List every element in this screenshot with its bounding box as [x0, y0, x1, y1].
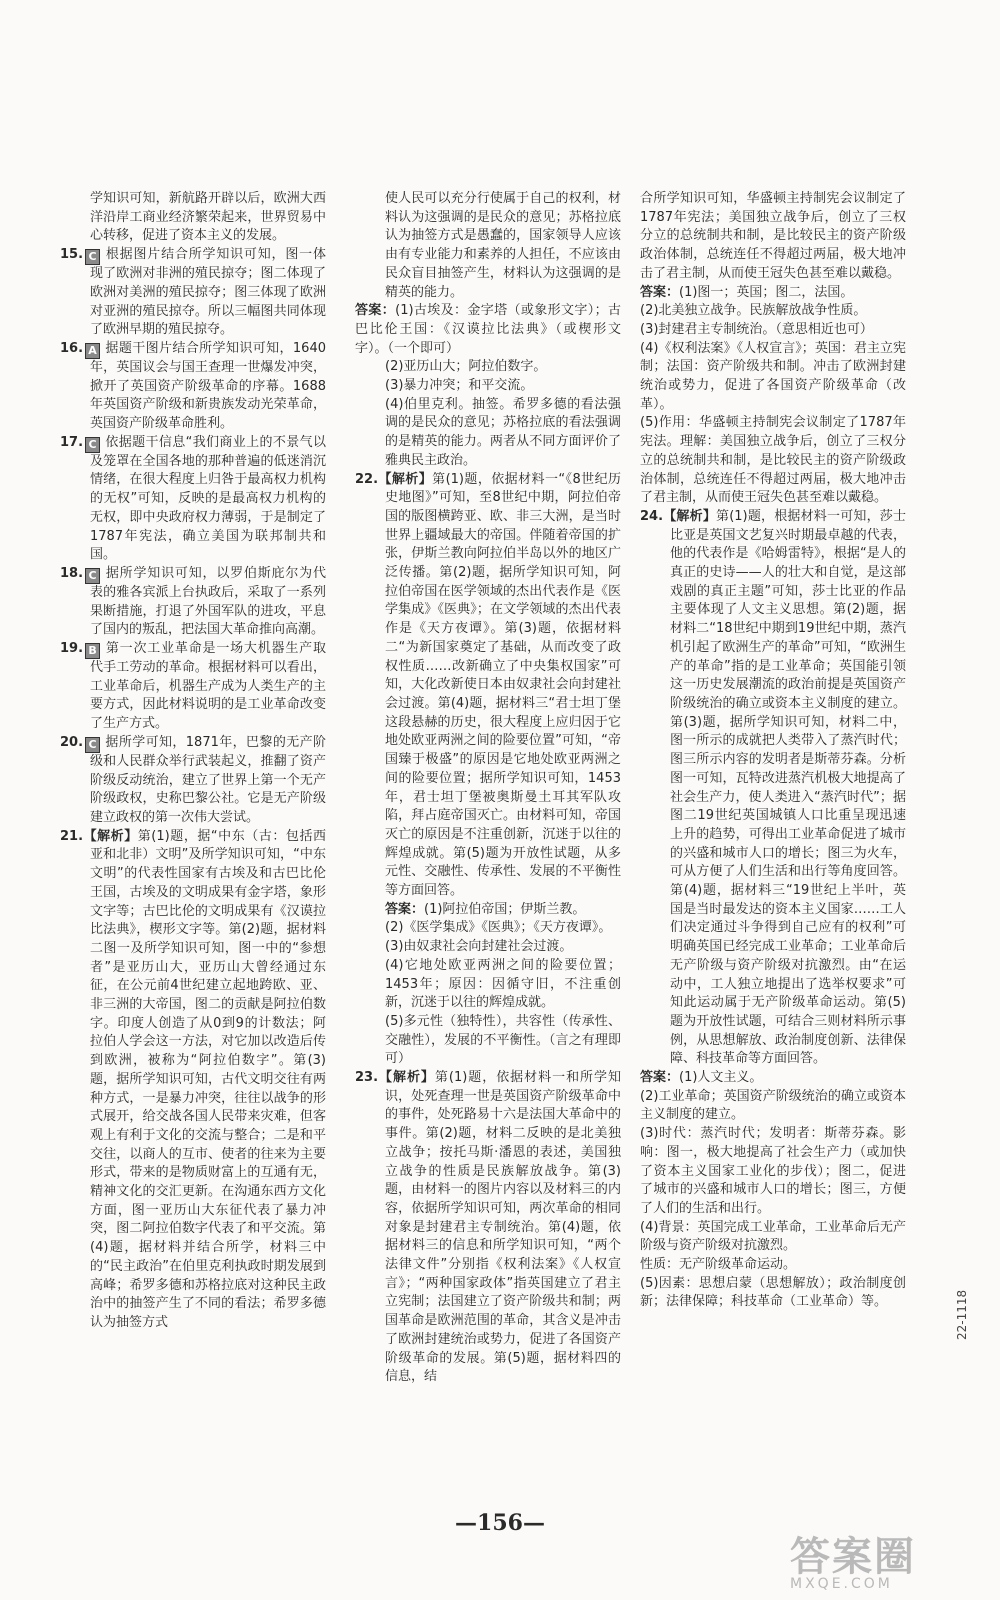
- right-column: [640, 190, 906, 1410]
- side-code: 22-1118: [955, 1289, 969, 1340]
- answer-22-label: 答案：(1)阿拉伯帝国；伊斯兰教。: [385, 901, 586, 917]
- answer-24-line: (4)背景：英国完成工业革命，工业革命后无产阶级与资产阶级对抗激烈。: [640, 1219, 906, 1254]
- answer-24-line: (3)时代：蒸汽时代；发明者：斯蒂芬森。影响：图一，极大地提高了社会生产力（或加快了资本主义国家工业化的步伐）；图二，促进了城市的兴盛和城市人口的增长；图三，方便了人们的生活和出行。: [640, 1126, 906, 1216]
- choice-box: C: [85, 568, 100, 584]
- answer-22-line: (2)《医学集成》《医典》；《天方夜谭》。: [385, 920, 612, 936]
- col1-intro: 学知识可知，新航路开辟以后，欧洲大西洋沿岸工商业经济繁荣起来，世界贸易中心转移，促进了资本主义的发展。: [90, 191, 326, 244]
- answer-23-line: (3)封建君主专制统治。（意思相近也可）: [640, 321, 873, 337]
- answer-21-line: (2)亚历山大；阿拉伯数字。: [385, 359, 547, 375]
- choice-box: A: [85, 343, 100, 359]
- answer-24-label: 答案：(1)人文主义。: [640, 1070, 763, 1086]
- answer-24-line: 性质：无产阶级革命运动。: [640, 1257, 797, 1273]
- choice-box: C: [85, 249, 100, 265]
- answer-21-label: 答案：(1)古埃及：金字塔（或象形文字）；古巴比伦王国：《汉谟拉比法典》（或楔形文字）。（一个即可）: [355, 303, 621, 356]
- choice-box: C: [85, 437, 100, 453]
- question-24-analysis: 24.【解析】第(1)题，根据材料一可知，莎士比亚是英国文艺复兴时期最卓越的代表，他的代表作是《哈姆雷特》，根据“是人的真正的史诗——人的壮大和自觉，是这部戏剧的真正主题”可知，莎士比亚的作品主要体现了人文主义思想。第(2)题，据材料二“18世纪中期到19世纪中期，蒸汽机引起了欧洲生产的革命”可知，“欧洲生产的革命”指的是工业革命；英国能引领这一历史发展潮流的政治前提是英国资产阶级统治的确立或资本主义制度的建立。第(3)题，据所学知识可知，材料二中，图一所示的成就把人类带入了蒸汽时代；图三所示内容的发明者是斯蒂芬森。分析图一可知，瓦特改进蒸汽机极大地提高了社会生产力，使人类进入“蒸汽时代”；据图二19世纪英国城镇人口比重呈现迅速上升的趋势，可得出工业革命促进了城市的兴盛和城市人口的增长；图三为火车，可从方便了人们生活和出行等角度回答。第(4)题，据材料三“19世纪上半叶，英国是当时最发达的资本主义国家……工人们决定通过斗争得到自己应有的权利”可明确英国已经完成工业革命；工业革命后无产阶级与资产阶级对抗激烈。由“在运动中，工人独立地提出了选举权要求”可知此运动属于无产阶级革命运动。第(5)题为开放性试题，可结合三则材料所示事例，从思想解放、政治制度创新、法律保障、科技革命等方面回答。: [640, 508, 906, 1067]
- col3-intro: 合所学知识可知，华盛顿主持制宪会议制定了1787年宪法；美国独立战争后，创立了三权分立的总统制共和制，是比较民主的资产阶级政治体制，总统连任不得超过两届，极大地冲击了君主制，从而使王冠失色甚至难以戴稳。: [640, 191, 906, 281]
- answer-item-19: 19. B 第一次工业革命是一场大机器生产取代手工劳动的革命。根据材料可以看出，工业革命后，机器生产成为人类生产的主要方式，因此材料说明的是工业革命改变了生产方式。: [60, 641, 326, 732]
- answer-21-line: (4)伯里克利。抽签。希罗多德的看法强调的是民众的意见；苏格拉底的看法强调的是精英的能力。两者从不同方面评价了雅典民主政治。: [385, 396, 621, 468]
- choice-box: C: [85, 737, 100, 753]
- answer-24-line: (2)工业革命；英国资产阶级统治的确立或资本主义制度的建立。: [640, 1088, 906, 1123]
- choice-box: B: [85, 643, 100, 659]
- answer-23-line: (4)《权利法案》《人权宣言》；英国：君主立宪制；法国：资产阶级共和制。冲击了欧洲封建统治或势力，促进了各国资产阶级革命（改革）。: [640, 340, 906, 412]
- answer-list-15-20: [60, 246, 326, 828]
- answer-item-17: 17. C 依据题干信息“我们商业上的不景气以及笼罩在全国各地的那种普遍的低迷消沉情绪，在很大程度上归咎于最高权力机构的无权”可知，反映的是最高权力机构的无权，即中央政府权力薄弱，于是制定了1787年宪法，确立美国为联邦制共和国。: [60, 434, 326, 563]
- answer-item-15: 15. C 根据图片结合所学知识可知，图一体现了欧洲对非洲的殖民掠夺；图二体现了欧洲对美洲的殖民掠夺；图三体现了欧洲对亚洲的殖民掠夺。所以三幅图共同体现了欧洲早期的殖民掠夺。: [60, 247, 326, 338]
- answer-22-line: (4)它地处欧亚两洲之间的险要位置；1453年；原因：因循守旧，不注重创新，沉迷于以往的辉煌成就。: [385, 957, 621, 1011]
- answer-22-line: (3)由奴隶社会向封建社会过渡。: [385, 939, 573, 955]
- question-21-analysis: 21.【解析】第(1)题，据“中东（古：包括西亚和北非）文明”及所学知识可知，“中东文明”的代表性国家有古埃及和古巴比伦王国，古埃及的文明成果有金字塔，象形文字等；古巴比伦的文明成果有《汉谟拉比法典》，楔形文字等。第(2)题，据材料二图一及所学知识可知，图一中的“参想者”是亚历山大，亚历山大曾经通过东征，在公元前4世纪建立起地跨欧、亚、非三洲的大帝国，图二的贡献是阿拉伯数字。印度人创造了从0到9的计数法；阿拉伯人学会这一方法，对它加以改造后传到欧洲，被称为“阿拉伯数字”。第(3)题，据所学知识可知，古代文明交往有两种方式，一是暴力冲突，往往以战争的形式展开，给交战各国人民带来灾难，但客观上有利于文化的交流与整合；二是和平交往，以商人的互市、使者的往来为主要形式，带来的是物质财富上的互通有无，精神文化的交汇更新。在沟通东西方文化方面，图一亚历山大东征代表了暴力冲突，图二阿拉伯数字代表了和平交流。第(4)题，据材料并结合所学，材料三中的“民主政治”在伯里克利执政时期发展到高峰；希罗多德和苏格拉底对这种民主政治中的抽签产生了不同的看法；希罗多德认为抽签方式: [60, 828, 326, 1330]
- left-column: [60, 190, 326, 1440]
- answer-23-line: (5)作用：华盛顿主持制宪会议制定了1787年宪法。理解：美国独立战争后，创立了三权分立的总统制共和制，是比较民主的资产阶级政治体制，总统连任不得超过两届，极大地冲击了君主制，从而使王冠失色甚至难以戴稳。: [640, 415, 906, 506]
- page-number: —156—: [455, 1510, 545, 1536]
- answer-item-16: 16. A 据题干图片结合所学知识可知，1640年，英国议会与国王查理一世爆发冲突，掀开了英国资产阶级革命的序幕。1688年英国资产阶级和新贵族发动光荣革命，英国资产阶级革命胜利。: [60, 340, 326, 432]
- answer-21-line: (3)暴力冲突；和平交流。: [385, 378, 534, 394]
- watermark-logo: [790, 1525, 990, 1595]
- middle-column: [355, 190, 621, 1430]
- answer-23-line: (2)北美独立战争。民族解放战争性质。: [640, 303, 867, 319]
- answer-24-line: (5)因素：思想启蒙（思想解放）；政治制度创新；法律保障；科技革命（工业革命）等。: [640, 1275, 906, 1310]
- watermark-url: MXQE.COM: [790, 1576, 893, 1592]
- question-23-analysis: 23.【解析】第(1)题，依据材料一和所学知识，处死查理一世是英国资产阶级革命中的事件，处死路易十六是法国大革命中的事件。第(2)题，材料二反映的是北美独立战争；按托马斯·潘恩的表述，美国独立战争的性质是民族解放战争。第(3)题，由材料一的图片内容以及材料三的内容，依据所学知识可知，两次革命的相同对象是封建君主专制统治。第(4)题，依据材料三的信息和所学知识可知，“两个法律文件”分别指《权利法案》《人权宣言》；“两种国家政体”指英国建立了君主立宪制；法国建立了资产阶级共和制；两国革命是欧洲范围的革命，其含义是冲击了欧洲封建统治或势力，促进了各国资产阶级革命的发展。第(5)题，据材料四的信息，结: [355, 1070, 621, 1385]
- answer-22-line: (5)多元性（独特性），共容性（传承性、交融性），发展的不平衡性。（言之有理即可）: [385, 1013, 621, 1067]
- watermark-text: 答案圈: [790, 1534, 916, 1580]
- answer-item-20: 20. C 据所学可知，1871年，巴黎的无产阶级和人民群众举行武装起义，推翻了资产阶级反动统治，建立了世界上第一个无产阶级政权，史称巴黎公社。它是无产阶级建立政权的第一次伟大尝试。: [60, 734, 326, 825]
- answer-item-18: 18. C 据所学知识可知，以罗伯斯庇尔为代表的雅各宾派上台执政后，采取了一系列果断措施，打退了外国军队的进攻，平息了国内的叛乱，把法国大革命推向高潮。: [60, 565, 326, 638]
- answer-23-label: 答案：(1)图一；英国；图二，法国。: [640, 284, 854, 300]
- question-22-analysis: 22.【解析】第(1)题，依据材料一“《8世纪历史地图》”可知，至8世纪中期，阿拉伯帝国的版图横跨亚、欧、非三大洲，是当时世界上疆域最大的帝国。伴随着帝国的扩张，伊斯兰教向阿拉伯半岛以外的地区广泛传播。第(2)题，据所学知识可知，阿拉伯帝国在医学领域的杰出代表作是《医学集成》《医典》；在文学领域的杰出代表作是《天方夜谭》。第(3)题，依据材料二“为新国家奠定了基础，从而改变了政权性质……改新确立了中央集权国家”可知，大化改新使日本由奴隶社会向封建社会过渡。第(4)题，据材料三“君士坦丁堡这段悬赫的历史，很大程度上应归因于它地处欧亚两洲之间的险要位置”可知，“帝国臻于极盛”的原因是它地处欧亚两洲之间的险要位置；据所学知识可知，1453年，君士坦丁堡被奥斯曼土耳其军队攻陷，拜占庭帝国灭亡。由材料可知，帝国灭亡的原因是不注重创新，沉迷于以往的辉煌成就。第(5)题为开放性试题，从多元性、交融性、传承性、发展的不平衡性等方面回答。: [355, 471, 621, 899]
- col2-intro: 使人民可以充分行使属于自己的权利，材料认为这强调的是民众的意见；苏格拉底认为抽签方式是愚蠢的，国家领导人应该由有专业能力和素养的人担任，不应该由民众盲目抽签产生，材料认为这强调的是精英的能力。: [385, 191, 621, 300]
